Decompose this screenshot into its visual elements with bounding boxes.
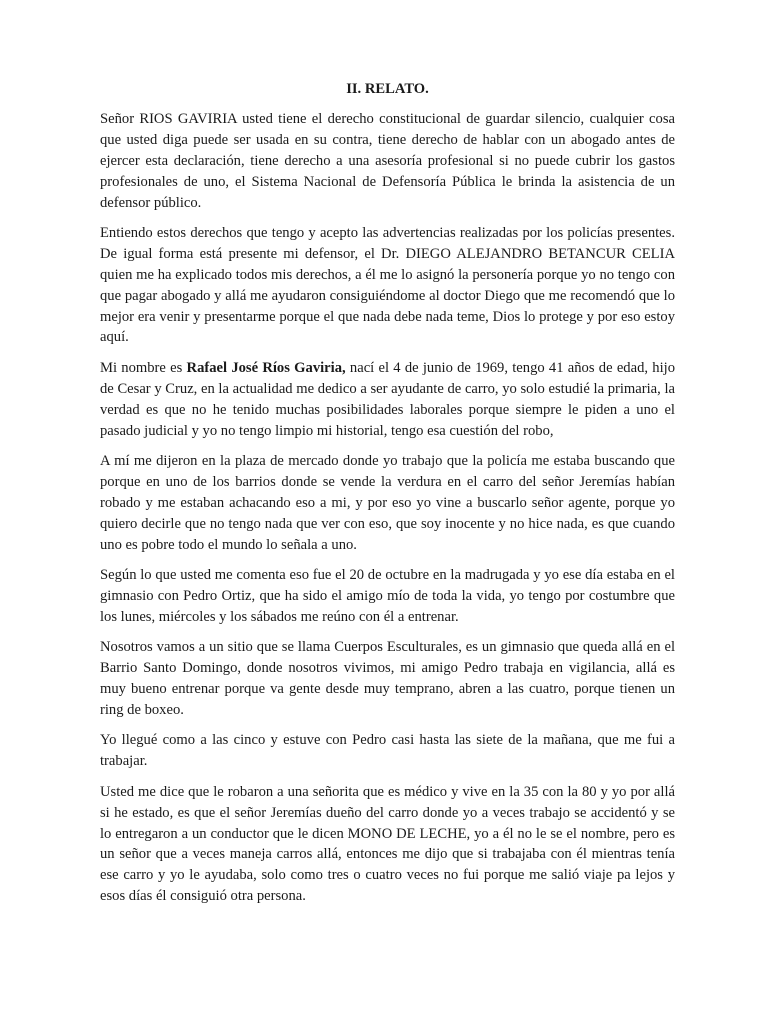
paragraph-acceptance: Entiendo estos derechos que tengo y acepto las advertencias realizadas por los policías presentes. De igual forma está presente mi defensor, el Dr. DIEGO ALEJANDRO BETANCUR CELIA quien me ha explicado todos mis derechos, a él me lo asignó la personería porque yo no tengo con que pagar abogado y allá me ayudaron consiguiéndome al doctor Diego que me recomendó que lo mejor era venir y presentarme porque el que nada debe nada teme, Dios lo protege y por eso estoy aquí.: [100, 224, 675, 346]
paragraph-market-accusation: A mí me dijeron en la plaza de mercado donde yo trabajo que la policía me estaba buscando que porque en uno de los barrios donde se vende la verdura en el carro del señor Jeremías habían robado y me estaban achacando eso a mi, y por eso yo vine a buscarlo señor agente, porque yo quiero decirle que no tengo nada que ver con eso, que soy inocente y no hice nada, es que cuando uno es pobre todo el mundo lo señala a uno.: [100, 453, 675, 553]
paragraph-identity: [100, 358, 675, 442]
identity-prefix: Mi nombre es: [100, 359, 187, 376]
declarant-name: Rafael José Ríos Gaviria,: [186, 359, 346, 376]
paragraph-arrival-time: Yo llegué como a las cinco y estuve con Pedro casi hasta las siete de la mañana, que me fui a trabajar.: [100, 732, 675, 770]
paragraph-rights-warning: Señor RIOS GAVIRIA usted tiene el derecho constitucional de guardar silencio, cualquier cosa que usted diga puede ser usada en su contra, tiene derecho de hablar con un abogado antes de ejercer esta declaración, tiene derecho a una asesoría profesional si no puede cubrir los gastos profesionales de uno, el Sistema Nacional de Defensoría Pública le brinda la asistencia de un defensor público.: [100, 110, 675, 211]
paragraph-robbery-location: Usted me dice que le robaron a una señorita que es médico y vive en la 35 con la 80 y yo por allá si he estado, es que el señor Jeremías dueño del carro donde yo a veces trabajo se accidentó y se lo entregaron a un conductor que le dicen MONO DE LECHE, yo a él no le se el nombre, pero es un señor que a veces maneja carros allá, entonces me dijo que si trabajaba con él mientras tenía ese carro y yo le ayudaba, solo como tres o cuatro veces no fui porque me salió viaje pa lejos y esos días él consiguió otra persona.: [100, 783, 675, 905]
paragraph-alibi-gym: Según lo que usted me comenta eso fue el 20 de octubre en la madrugada y yo ese día estaba en el gimnasio con Pedro Ortiz, que ha sido el amigo mío de toda la vida, yo tengo por costumbre que los lunes, miércoles y los sábados me reúno con él a entrenar.: [100, 567, 675, 625]
document-body: [100, 79, 675, 917]
paragraph-gym-description: Nosotros vamos a un sitio que se llama Cuerpos Esculturales, es un gimnasio que queda allá en el Barrio Santo Domingo, donde nosotros vivimos, mi amigo Pedro trabaja en vigilancia, allá es muy bueno entrenar porque va gente desde muy temprano, abren a las cuatro, porque tienen un ring de boxeo.: [100, 639, 675, 718]
identity-suffix: nací el 4 de junio de 1969, tengo 41 años de edad, hijo de Cesar y Cruz, en la actualidad me dedico a ser ayudante de carro, yo solo estudié la primaria, la verdad es que no he tenido muchas posibilidades laborales porque siempre le piden a uno el pasado judicial y yo no tengo limpio mi historial, tengo esa cuestión del robo,: [100, 359, 675, 439]
section-title: II. RELATO.: [346, 81, 429, 97]
